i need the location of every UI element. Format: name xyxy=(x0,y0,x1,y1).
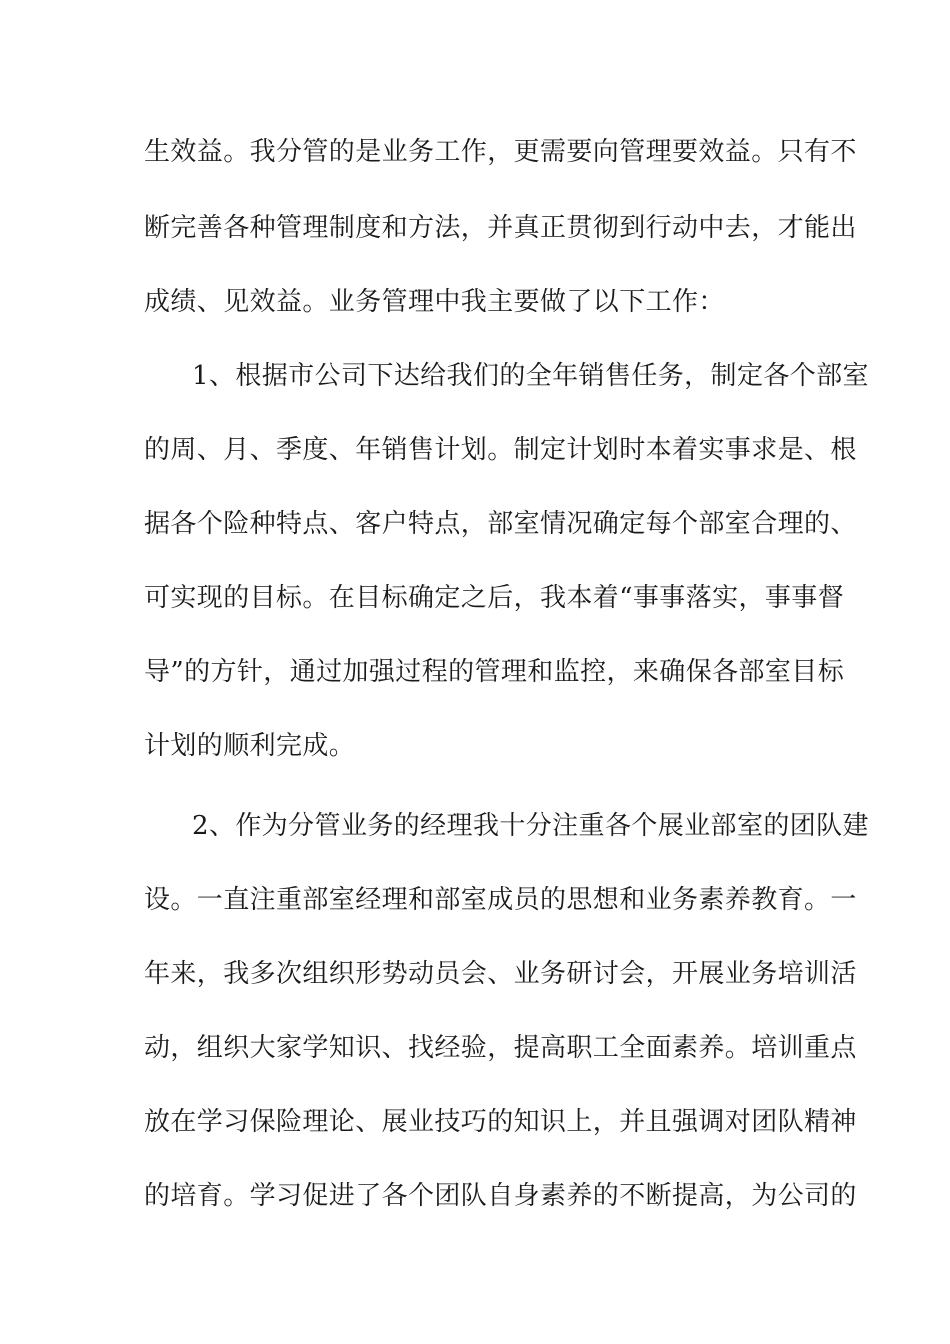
text-line: 断完善各种管理制度和方法，并真正贯彻到行动中去，才能出 xyxy=(144,213,857,243)
text-line: 成绩、见效益。业务管理中我主要做了以下工作： xyxy=(144,287,725,317)
text-line: 年来，我多次组织形势动员会、业务研讨会，开展业务培训活 xyxy=(144,959,857,989)
text-line: 生效益。我分管的是业务工作，更需要向管理要效益。只有不 xyxy=(144,137,857,167)
text-line: 可实现的目标。在目标确定之后，我本着“事事落实，事事督 xyxy=(144,583,845,613)
text-line: 动，组织大家学知识、找经验，提高职工全面素养。培训重点 xyxy=(144,1033,857,1063)
text-line: 导”的方针，通过加强过程的管理和监控，来确保各部室目标 xyxy=(144,657,845,687)
text-line: 放在学习保险理论、展业技巧的知识上，并且强调对团队精神 xyxy=(144,1107,857,1137)
text-line: 设。一直注重部室经理和部室成员的思想和业务素养教育。一 xyxy=(144,885,857,915)
text-line: 据各个险种特点、客户特点，部室情况确定每个部室合理的、 xyxy=(144,509,857,539)
text-line: 的培育。学习促进了各个团队自身素养的不断提高，为公司的 xyxy=(144,1181,857,1211)
text-line: 的周、月、季度、年销售计划。制定计划时本着实事求是、根 xyxy=(144,435,857,465)
paragraph-1-first-line: 1、根据市公司下达给我们的全年销售任务，制定各个部室 xyxy=(192,361,869,391)
text-line: 计划的顺利完成。 xyxy=(144,731,356,761)
paragraph-2-first-line: 2、作为分管业务的经理我十分注重各个展业部室的团队建 xyxy=(192,811,869,841)
